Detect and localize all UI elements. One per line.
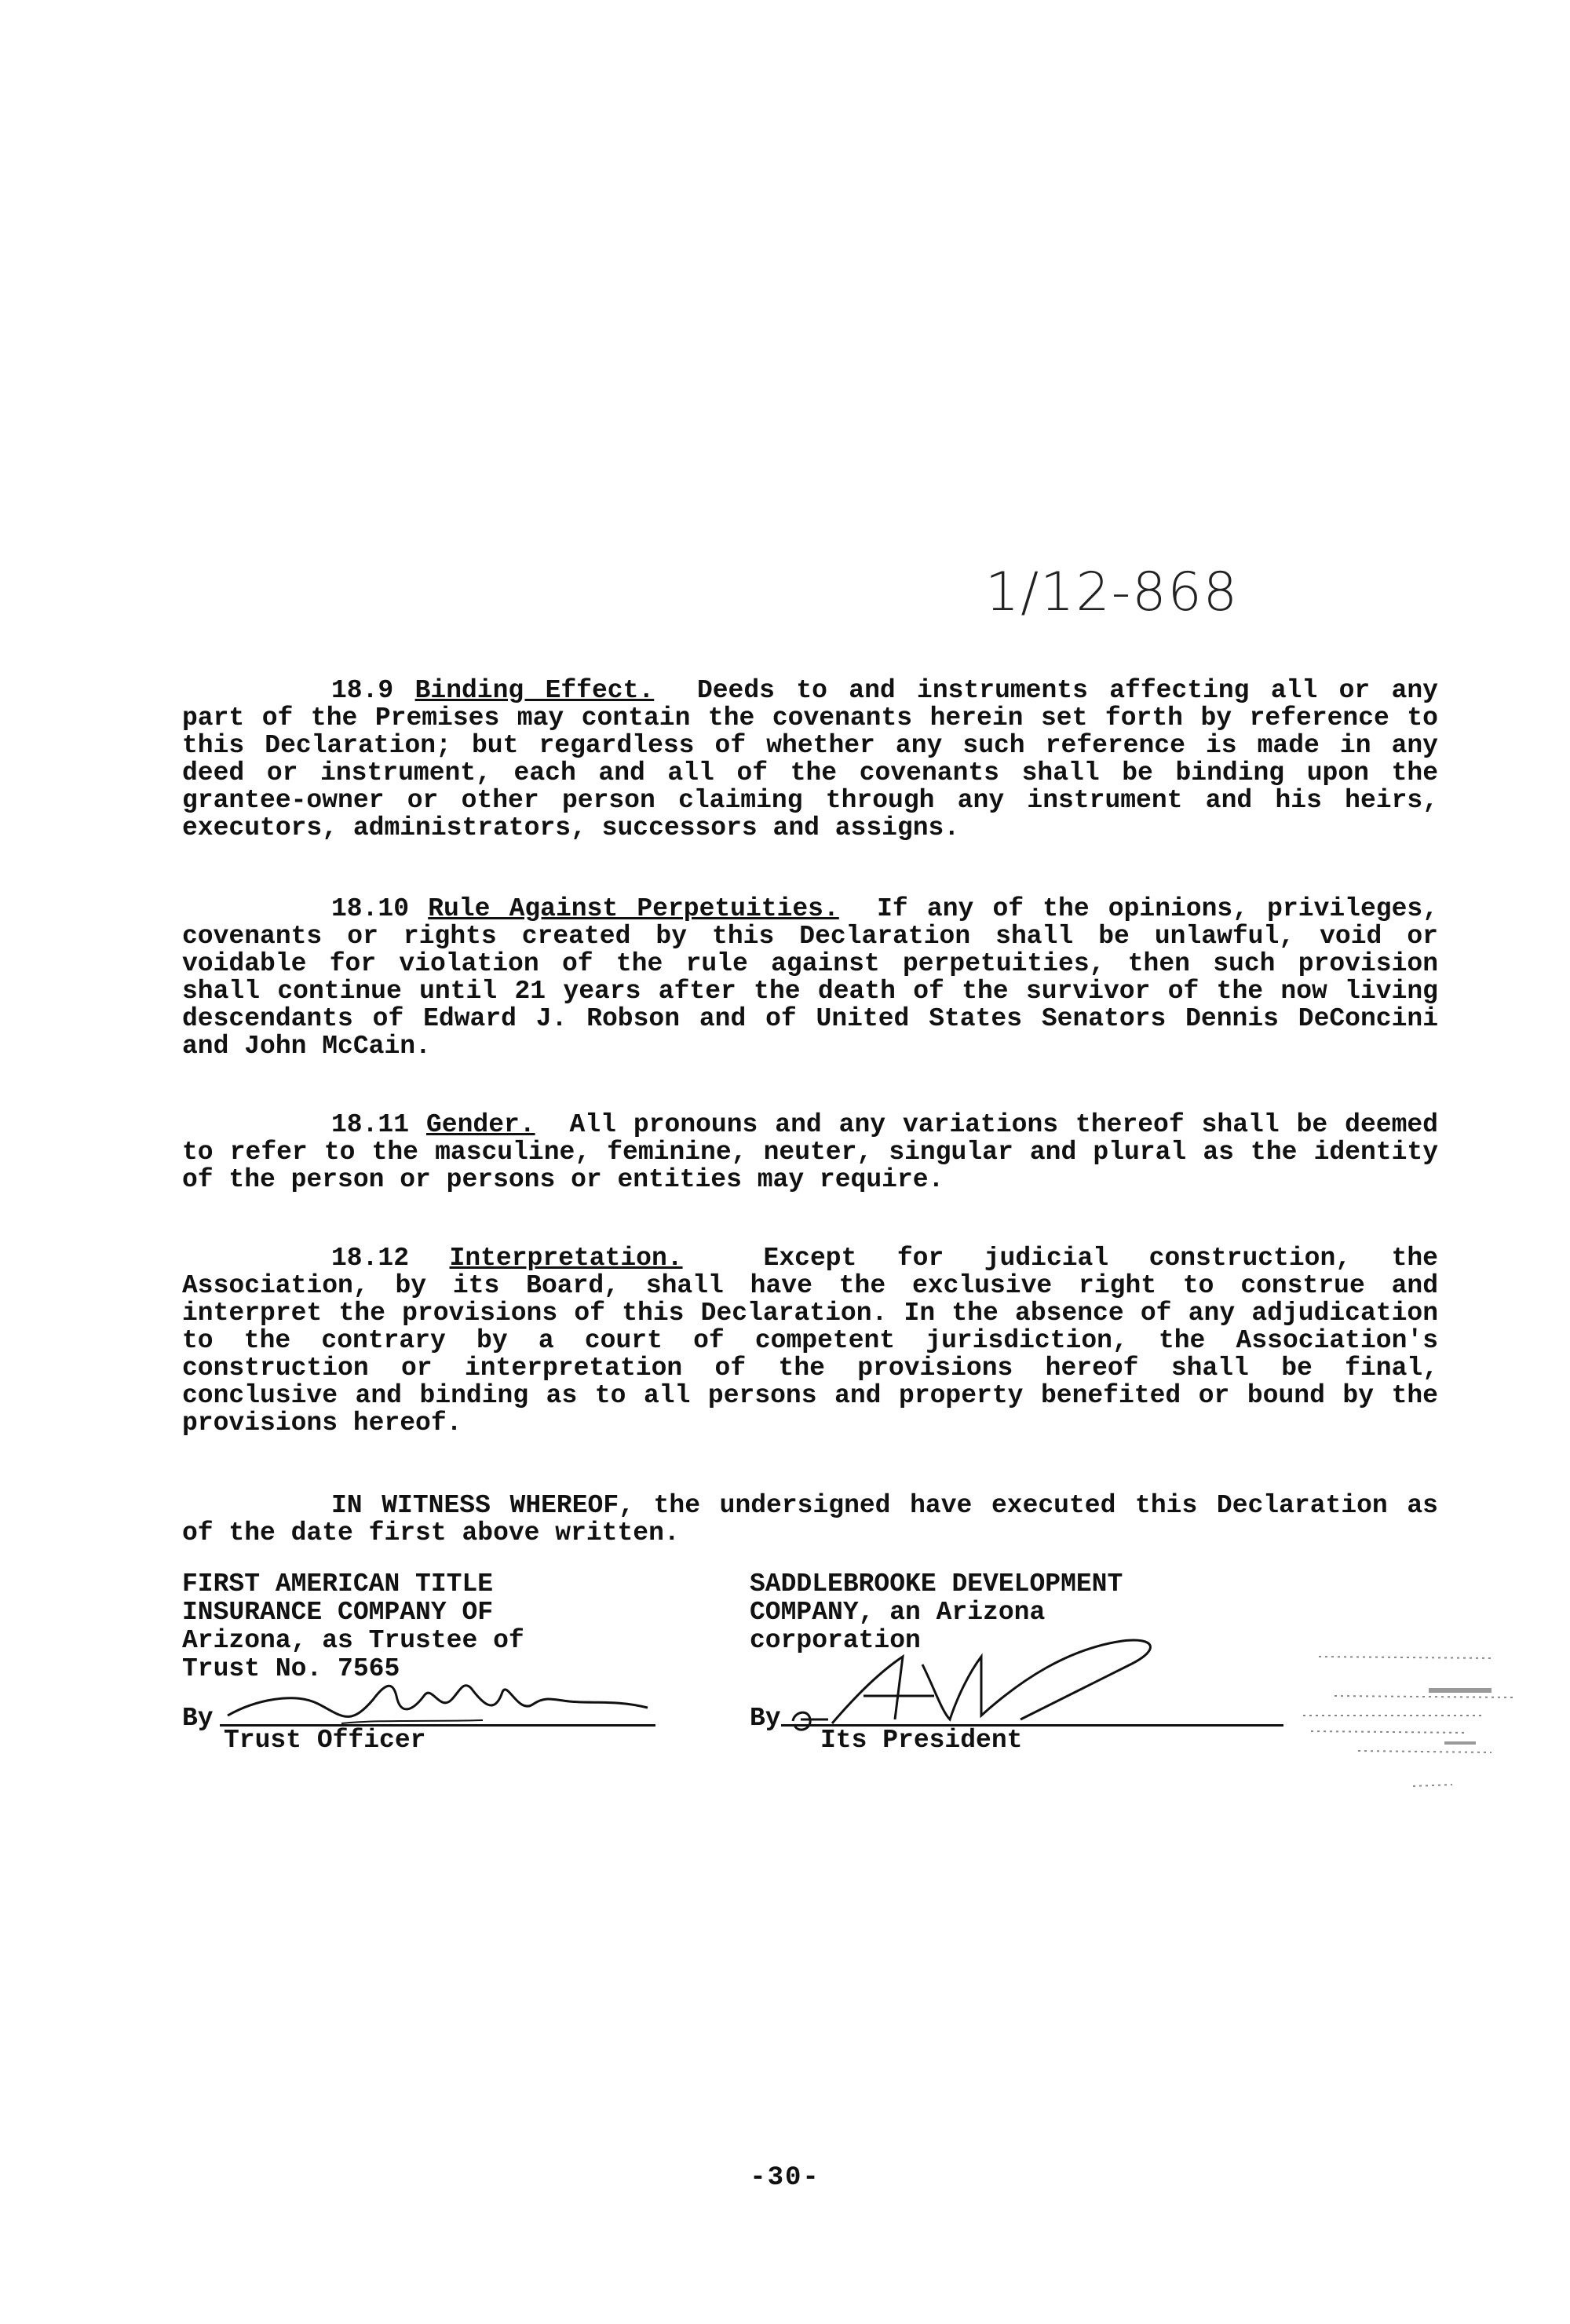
developer-by-label: By bbox=[750, 1704, 781, 1733]
section-heading: Binding Effect. bbox=[414, 676, 655, 705]
section-body: If any of the opinions, privileges, covenants or rights created by this Declaration shall be unlawful, void or voidable for violation of the rule against perpetuities, then such provision shall continue until 21 years after the death of the survivor of the now living descendants of Edward J. Robson and of United States Senators Dennis DeConcini and John McCain. bbox=[182, 894, 1439, 1061]
document-number: 1/12-868 bbox=[985, 561, 1240, 623]
trustee-party-block bbox=[182, 1570, 524, 1683]
section-body: Except for judicial construction, the Association, by its Board, shall have the exclusive right to construe and interpret the provisions of this Declaration. In the absence of any adjudication to the contrary by a court of competent jurisdiction, the Association's construction or interpretation of the provisions hereof shall be final, conclusive and binding as to all persons and property benefited or bound by the provisions hereof. bbox=[182, 1244, 1438, 1438]
page-number: -30- bbox=[750, 2163, 820, 2193]
party-line: INSURANCE COMPANY OF bbox=[182, 1598, 494, 1627]
section-body: Deeds to and instruments affecting all or any part of the Premises may contain the covenants herein set forth by reference to this Declaration; but regardless of whether any such reference is made in any deed or instrument, each and all of the covenants shall be binding upon the grantee-owner or other person claiming through any instrument and his heirs, executors, administrators, successors and assigns. bbox=[182, 676, 1438, 842]
section-heading: Gender. bbox=[426, 1110, 535, 1139]
witness-text: IN WITNESS WHEREOF, the undersigned have executed this Declaration as of the date first above written. bbox=[182, 1491, 1438, 1548]
section-heading: Interpretation. bbox=[449, 1244, 683, 1273]
trustee-signer-title: Trust Officer bbox=[224, 1726, 426, 1755]
trustee-by-label: By bbox=[182, 1704, 214, 1733]
section-number: 18.9 bbox=[331, 676, 394, 705]
party-line: COMPANY, an Arizona bbox=[750, 1598, 1046, 1627]
party-line: Trust No. 7565 bbox=[182, 1654, 400, 1683]
party-line: SADDLEBROOKE DEVELOPMENT bbox=[750, 1569, 1123, 1599]
section-18-10 bbox=[182, 895, 1438, 1060]
section-number: 18.10 bbox=[331, 894, 410, 923]
section-18-12 bbox=[182, 1244, 1438, 1437]
section-18-11 bbox=[182, 1111, 1438, 1193]
section-body: All pronouns and any variations thereof shall be deemed to refer to the masculine, feminine, neuter, singular and plural as the identity of the person or persons or entities may require. bbox=[182, 1110, 1438, 1194]
section-18-9 bbox=[182, 677, 1438, 842]
developer-signer-title: Its President bbox=[820, 1726, 1023, 1755]
witness-clause bbox=[182, 1492, 1438, 1547]
party-line: corporation bbox=[750, 1626, 921, 1655]
party-line: Arizona, as Trustee of bbox=[182, 1626, 524, 1655]
section-number: 18.12 bbox=[331, 1244, 410, 1273]
party-line: FIRST AMERICAN TITLE bbox=[182, 1569, 494, 1599]
section-heading: Rule Against Perpetuities. bbox=[428, 894, 839, 923]
faded-stamp-mark bbox=[1287, 1641, 1523, 1825]
section-number: 18.11 bbox=[331, 1110, 410, 1139]
president-signature bbox=[785, 1633, 1193, 1739]
